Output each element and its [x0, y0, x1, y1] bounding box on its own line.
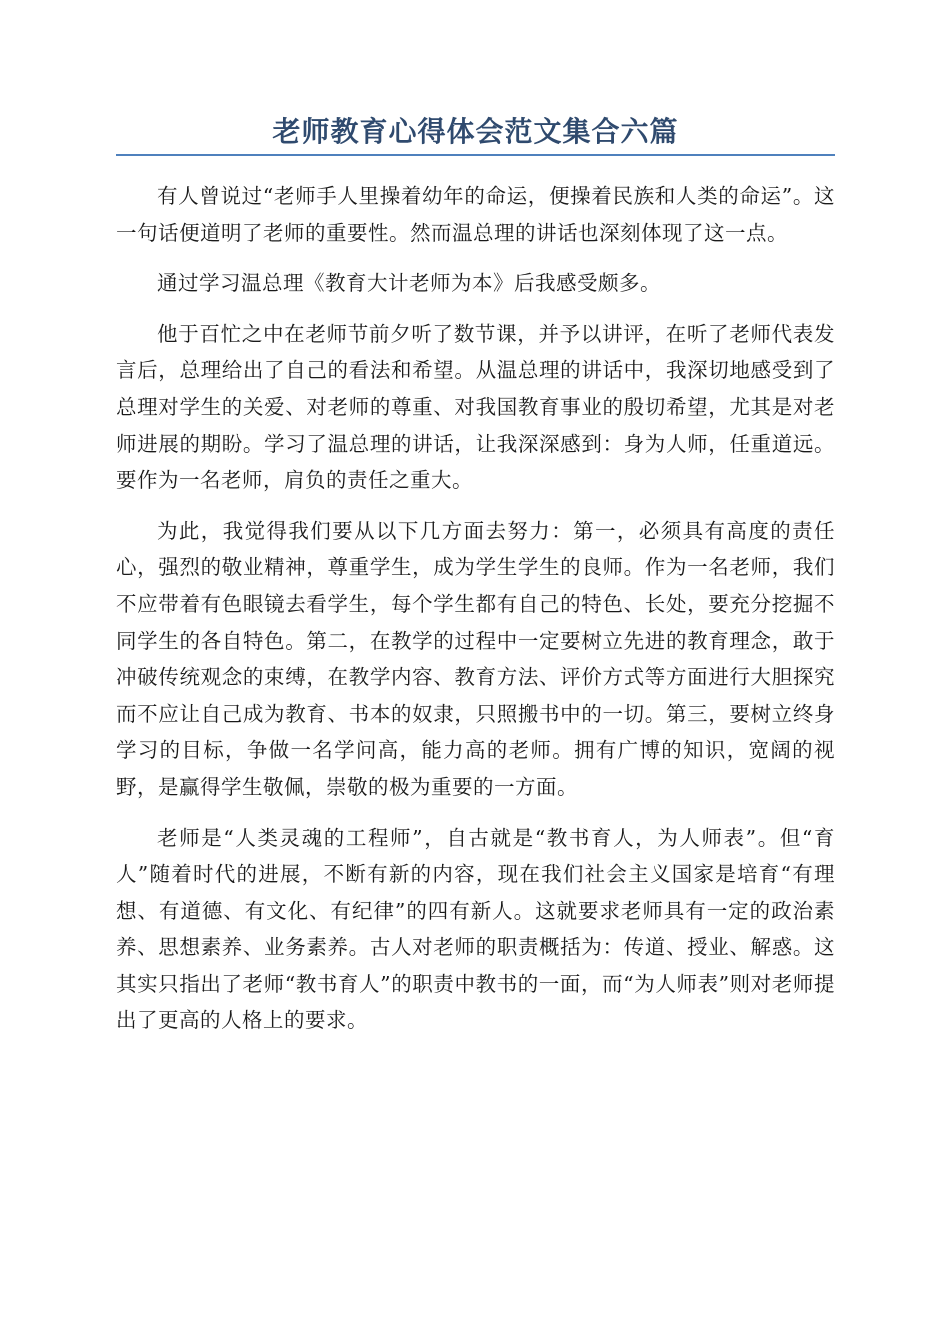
- document-page: [116, 112, 835, 1053]
- document-title: 老师教育心得体会范文集合六篇: [272, 115, 679, 148]
- paragraph-2: 通过学习温总理《教育大计老师为本》后我感受颇多。: [157, 271, 661, 296]
- paragraph-1: 有人曾说过“老师手人里操着幼年的命运，便操着民族和人类的命运”。这一句话便道明了老师的重要性。然而温总理的讲话也深刻体现了这一点。: [116, 184, 835, 245]
- paragraph-4: 为此，我觉得我们要从以下几方面去努力：第一，必须具有高度的责任心，强烈的敬业精神，尊重学生，成为学生学生的良师。作为一名老师，我们不应带着有色眼镜去看学生，每个学生都有自己的特色、长处，要充分挖掘不同学生的各自特色。第二，在教学的过程中一定要树立先进的教育理念，敢于冲破传统观念的束缚，在教学内容、教育方法、评价方式等方面进行大胆探究而不应让自己成为教育、书本的奴隶，只照搬书中的一切。第三，要树立终身学习的目标，争做一名学问高，能力高的老师。拥有广博的知识，宽阔的视野，是赢得学生敬佩，崇敬的极为重要的一方面。: [116, 518, 835, 799]
- paragraph-3: 他于百忙之中在老师节前夕听了数节课，并予以讲评，在听了老师代表发言后，总理给出了自己的看法和希望。从温总理的讲话中，我深切地感受到了总理对学生的关爱、对老师的尊重、对我国教育事业的殷切希望，尤其是对老师进展的期盼。学习了温总理的讲话，让我深深感到：身为人师，任重道远。要作为一名老师，肩负的责任之重大。: [116, 321, 835, 493]
- title-underline: [116, 154, 835, 156]
- paragraph-5: 老师是“人类灵魂的工程师”，自古就是“教书育人，为人师表”。但“育人”随着时代的进展，不断有新的内容，现在我们社会主义国家是培育“有理想、有道德、有文化、有纪律”的四有新人。这就要求老师具有一定的政治素养、思想素养、业务素养。古人对老师的职责概括为：传道、授业、解惑。这其实只指出了老师“教书育人”的职责中教书的一面，而“为人师表”则对老师提出了更高的人格上的要求。: [116, 825, 835, 1033]
